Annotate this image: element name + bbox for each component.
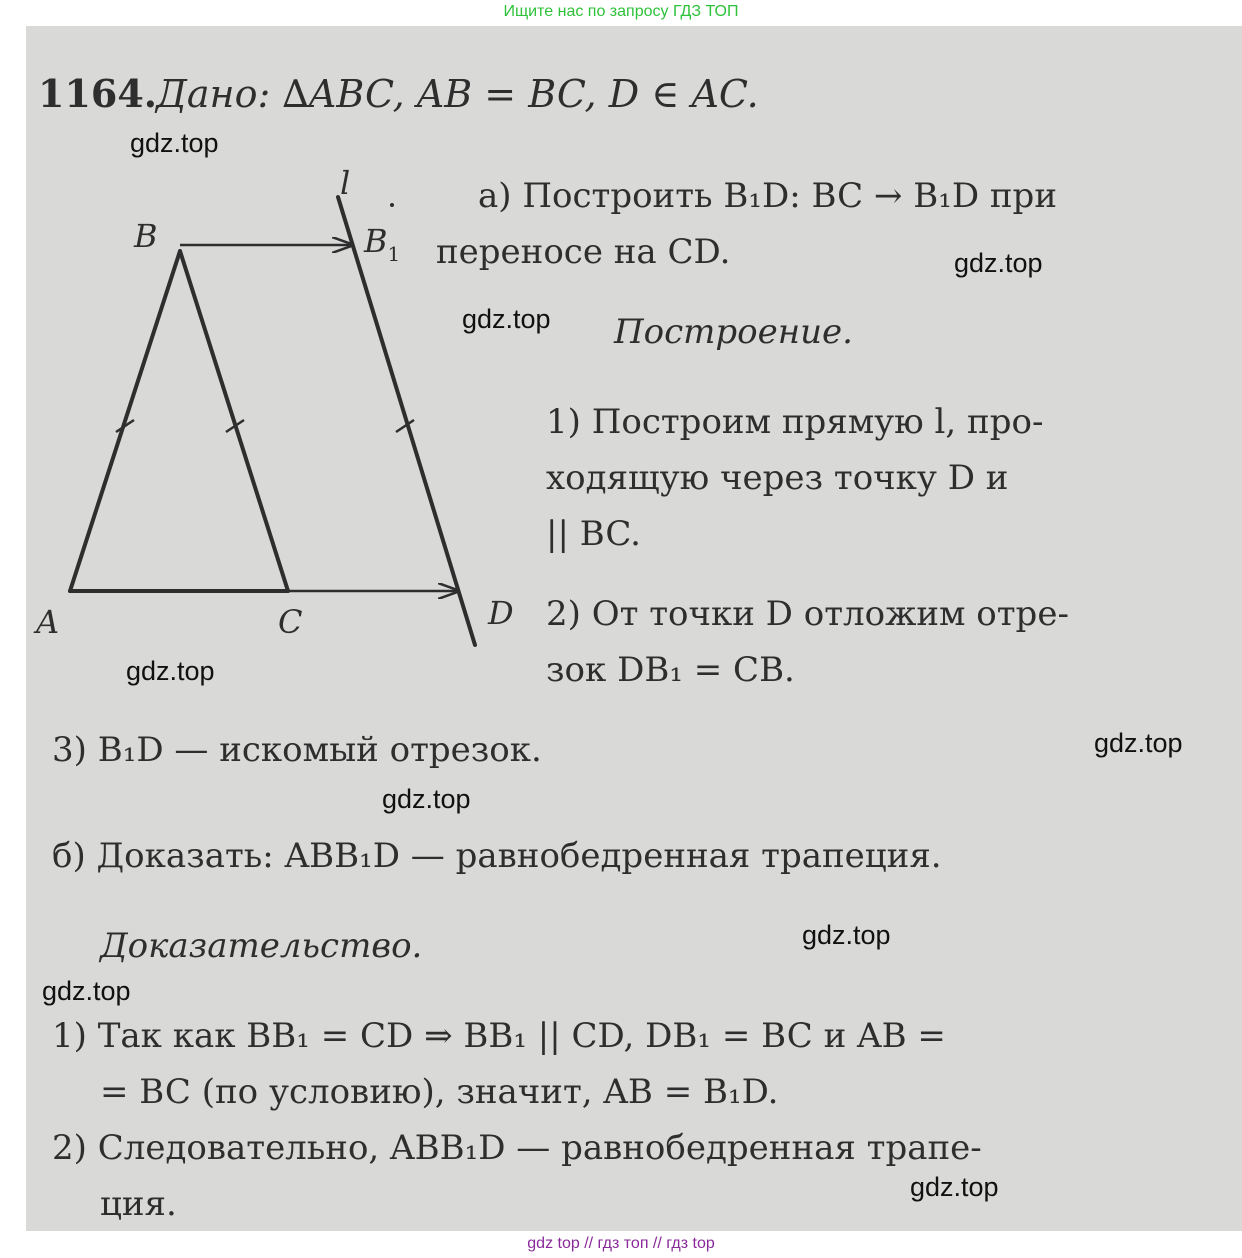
label-b: B [134,217,158,255]
part-b-line: б) Доказать: ABB₁D — равнобедренная трапеция. [52,836,942,876]
watermark: gdz.top [126,656,215,686]
label-d: D [488,594,514,632]
part-a-line1: а) Построить B₁D: BC → B₁D при [478,176,1057,216]
step3-line: 3) B₁D — искомый отрезок. [52,730,542,770]
segment-ab [70,251,180,591]
step1-line1: 1) Построим прямую l, про- [546,402,1044,442]
watermark: gdz.top [954,248,1043,278]
step1-line3: || BC. [546,514,641,554]
label-c: C [278,603,303,641]
proof1-line1: 1) Так как BB₁ = CD ⇒ BB₁ || CD, DB₁ = BC и AB = [52,1016,946,1056]
top-search-banner[interactable]: Ищите нас по запросу ГДЗ ТОП [503,3,739,20]
watermark: gdz.top [462,304,551,334]
watermark: gdz.top [910,1172,999,1202]
construction-heading: Построение. [614,312,853,352]
label-b1: $B_1$ [364,222,401,266]
bottom-links-banner[interactable]: gdz top // гдз топ // гдз top [527,1235,715,1252]
proof-heading: Доказательство. [100,926,423,966]
dot-mark [390,203,394,207]
watermark: gdz.top [130,128,219,158]
step1-line2: ходящую через точку D и [546,458,1009,498]
proof2-line2: ция. [100,1184,177,1224]
watermark: gdz.top [382,784,471,814]
segment-bc [180,251,288,591]
proof2-line1: 2) Следовательно, ABB₁D — равнобедренная трапе- [52,1128,982,1168]
problem-number: 1164. [38,71,157,116]
part-a-line2: переносе на CD. [436,232,731,272]
watermark: gdz.top [1094,728,1183,758]
problem-given: Дано: ∆ABC, AB = BC, D ∈ AC. [156,72,759,116]
label-l: l [340,164,351,202]
watermark: gdz.top [802,920,891,950]
watermark: gdz.top [42,976,131,1006]
proof1-line2: = BC (по условию), значит, AB = B₁D. [100,1072,779,1112]
label-a: A [36,603,60,641]
step2-line1: 2) От точки D отложим отре- [546,594,1069,634]
step2-line2: зок DB₁ = CB. [546,650,795,690]
